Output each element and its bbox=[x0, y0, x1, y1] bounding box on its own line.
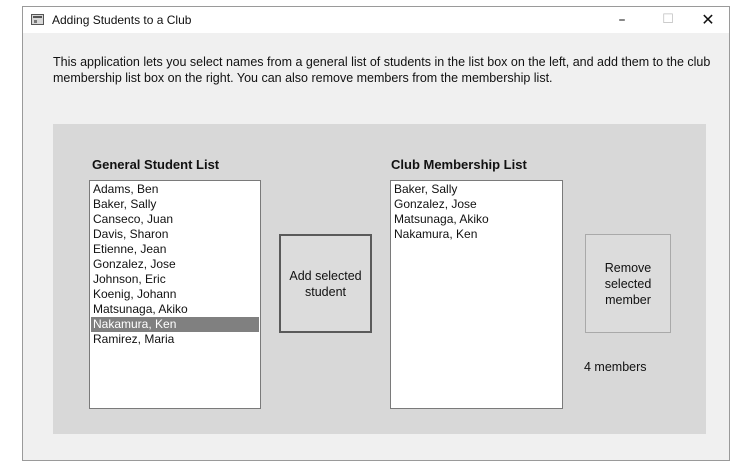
list-item[interactable]: Matsunaga, Akiko bbox=[394, 212, 489, 226]
club-membership-listbox[interactable] bbox=[390, 180, 563, 409]
main-panel bbox=[53, 124, 706, 434]
general-list-label: General Student List bbox=[92, 157, 220, 172]
list-item[interactable]: Johnson, Eric bbox=[93, 272, 166, 286]
app-icon[interactable] bbox=[31, 14, 44, 25]
list-item[interactable]: Nakamura, Ken bbox=[91, 317, 259, 332]
list-item[interactable]: Davis, Sharon bbox=[93, 227, 169, 241]
list-item[interactable]: Canseco, Juan bbox=[93, 212, 174, 226]
window-title: Adding Students to a Club bbox=[52, 13, 192, 27]
list-item[interactable]: Adams, Ben bbox=[93, 182, 159, 196]
list-item[interactable]: Baker, Sally bbox=[93, 197, 157, 211]
list-item[interactable]: Etienne, Jean bbox=[93, 242, 167, 256]
list-item[interactable]: Gonzalez, Jose bbox=[93, 257, 176, 271]
title-bar[interactable] bbox=[23, 7, 729, 33]
club-list-label: Club Membership List bbox=[391, 157, 527, 172]
list-item[interactable]: Nakamura, Ken bbox=[394, 227, 478, 241]
list-item[interactable]: Ramirez, Maria bbox=[93, 332, 175, 346]
member-count-label: 4 members bbox=[584, 360, 647, 374]
list-item[interactable]: Matsunaga, Akiko bbox=[93, 302, 188, 316]
minimize-button[interactable]: – bbox=[618, 12, 626, 28]
list-item[interactable]: Koenig, Johann bbox=[93, 287, 177, 301]
app-window bbox=[22, 6, 730, 461]
close-button[interactable]: ✕ bbox=[701, 10, 715, 29]
general-student-listbox[interactable] bbox=[89, 180, 261, 409]
add-selected-student-button[interactable]: Add selected student bbox=[279, 234, 372, 333]
list-item[interactable]: Gonzalez, Jose bbox=[394, 197, 477, 211]
remove-selected-member-button[interactable]: Remove selected member bbox=[585, 234, 671, 333]
description-text: This application lets you select names from a general list of students in the list box on the left, and add them to the club membership list box on the right. You can also remove members from the membership list. bbox=[53, 55, 711, 85]
list-item[interactable]: Baker, Sally bbox=[394, 182, 458, 196]
maximize-button: ☐ bbox=[662, 12, 674, 27]
